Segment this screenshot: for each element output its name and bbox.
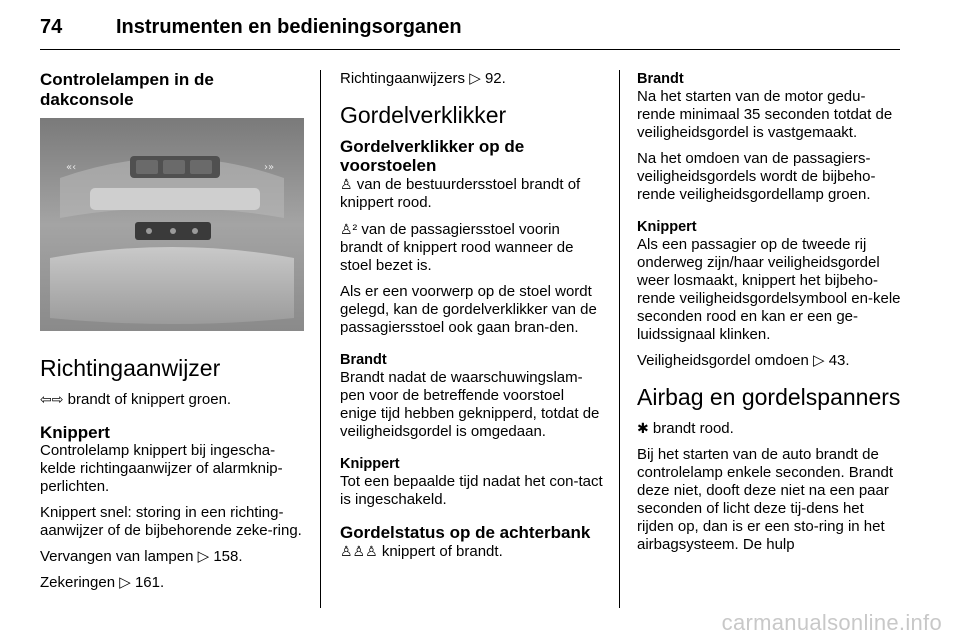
knippert-text: Tot een bepaalde tijd nadat het con-tact is ingeschakeld.: [340, 473, 603, 508]
svg-text:›»: ›»: [264, 162, 275, 173]
airbag-body: Bij het starten van de auto brandt de controlelamp enkele seconden. Brandt deze niet, dooft deze niet na een paar seconden of licht deze tij-dens het rijden op, dan is er een sto-ring in het airbagsysteem. De hulp: [637, 446, 893, 553]
column-1: [40, 70, 304, 592]
reference-arrow-icon: ▷: [469, 70, 481, 87]
sub-heading-voorstoelen: Gordelverklikker op de voorstoelen: [340, 137, 525, 175]
column-divider: [619, 70, 620, 608]
reference-text: Zekeringen: [40, 574, 116, 591]
reference-page: 161.: [134, 574, 165, 591]
driver-text: van de bestuurdersstoel brandt of knippert rood.: [340, 176, 581, 211]
label-brandt: Brandt: [340, 352, 387, 368]
reference-arrow-icon: ▷: [812, 352, 825, 369]
svg-text:«‹: «‹: [66, 162, 77, 173]
overhead-console-illustration: [40, 118, 304, 331]
airbag-icon: ✱: [637, 420, 649, 436]
airbag-text: brandt rood.: [652, 420, 734, 437]
reference-zekeringen[interactable]: [40, 574, 304, 592]
reference-arrow-icon: ▷: [119, 574, 131, 591]
turn-signal-text: brandt of knippert groen.: [67, 391, 232, 408]
unbuckle-text: Na het omdoen van de passagiers-veiligheidsgordels wordt de bijbeho-rende veiligheidsgordellamp groen.: [637, 150, 876, 203]
reference-text: Vervangen van lampen: [40, 548, 194, 565]
knippert-text-1: Controlelamp knippert bij ingescha-kelde richtingaanwijzer of alarmknip-perlichten.: [40, 442, 283, 495]
section-title-gordelverklikker: Gordelverklikker: [340, 102, 507, 128]
turn-signal-icon: ⇦⇨: [40, 391, 64, 407]
sub-heading-knippert: Knippert: [40, 423, 110, 442]
column-3: [637, 70, 903, 554]
reference-page: 43.: [828, 352, 850, 369]
reference-gordel-omdoen[interactable]: [637, 352, 903, 370]
column-2: [340, 70, 604, 561]
chapter-title: Instrumenten en bedieningsorganen: [116, 16, 462, 38]
page-header: [40, 14, 900, 50]
sub-heading-achterbank: Gordelstatus op de achterbank: [340, 523, 591, 542]
knippert-text: Als een passagier op de tweede rij onderweg zijn/haar veiligheidsgordel weer losmaakt, knippert het bijbeho-rende veiligheidsgordelsymbool en-kele seconden rood en kan er een ge-luidssignaal klinken.: [637, 236, 901, 343]
section-heading-dakconsole: Controlelampen in de dakconsole: [40, 70, 214, 109]
seatbelt-passenger-icon: ♙²: [340, 221, 358, 237]
object-text: Als er een voorwerp op de stoel wordt gelegd, kan de gordelverklikker van de passagiersstoel ook gaan bran-den.: [340, 283, 597, 336]
overhead-console-photo: [40, 118, 304, 331]
brandt-text: Na het starten van de motor gedu-rende minimaal 35 seconden totdat de veiligheidsgordel is vastgemaakt.: [637, 88, 893, 141]
section-title-airbag: Airbag en gordelspanners: [637, 384, 901, 410]
reference-page: 92.: [484, 70, 506, 87]
section-title-richtingaanwijzer: Richtingaanwijzer: [40, 355, 221, 381]
label-brandt: Brandt: [637, 71, 684, 87]
rear-text: knippert of brandt.: [381, 543, 503, 560]
column-divider: [320, 70, 321, 608]
reference-text: Veiligheidsgordel omdoen: [637, 352, 809, 369]
knippert-text-2: Knippert snel: storing in een richting-aanwijzer of de bijbehorende zeke-ring.: [40, 504, 302, 539]
brandt-text: Brandt nadat de waarschuwingslam-pen voor de betreffende voorstoel enige tijd hebben geknipperd, totdat de veiligheidsgordel is omgedaan.: [340, 369, 600, 440]
seatbelt-driver-icon: ♙: [340, 176, 353, 192]
reference-text: Richtingaanwijzers: [340, 70, 466, 87]
page-number: 74: [40, 16, 63, 38]
label-knippert: Knippert: [637, 219, 697, 235]
passenger-text: van de passagiersstoel voorin brandt of knippert rood wanneer de stoel bezet is.: [340, 221, 574, 274]
reference-lampen[interactable]: [40, 548, 304, 566]
rear-seatbelt-icon: ♙♙♙: [340, 543, 378, 559]
reference-richtingaanwijzers[interactable]: [340, 70, 604, 88]
label-knippert: Knippert: [340, 456, 400, 472]
watermark: carmanualsonline.info: [721, 610, 942, 635]
reference-arrow-icon: ▷: [197, 548, 210, 565]
reference-page: 158.: [213, 548, 243, 565]
